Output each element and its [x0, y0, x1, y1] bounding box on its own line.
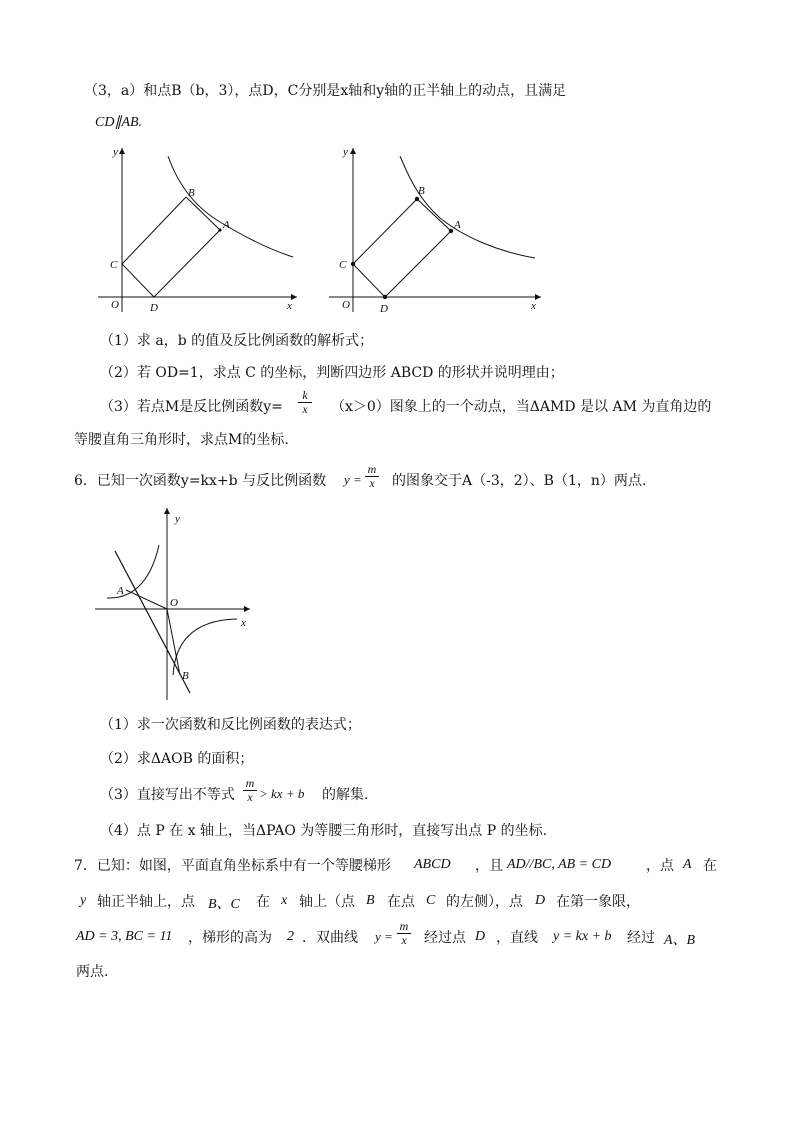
fig2-o-label: O: [342, 299, 350, 311]
q7-line4: 两点.: [76, 964, 109, 980]
q6-fig-o-label: O: [170, 597, 178, 609]
q7-line3-a: ，梯形的高为: [188, 930, 272, 946]
fig1-x-label: x: [287, 300, 292, 312]
q6-stem-b: 的图象交于A（-3，2）、B（1，n）两点.: [392, 473, 647, 489]
q7-line2-math5: C: [426, 893, 436, 908]
fig2-y-label: y: [343, 146, 348, 158]
q6-sub1: （1）求一次函数和反比例函数的表达式；: [100, 717, 361, 733]
q6-stem-frac-den: x: [369, 476, 375, 490]
q6-fig-b-label: B: [182, 670, 189, 682]
q7-line2-math2: B、C: [208, 897, 240, 912]
q6-sub3-b: 的解集.: [322, 787, 369, 803]
q7-line2-f: 在第一象限，: [556, 894, 640, 910]
q7-line3-b: ．双曲线: [302, 930, 358, 946]
q7-line3-frac-num: m: [397, 920, 411, 934]
q5-sub2: （2）若 OD=1，求点 C 的坐标，判断四边形 ABCD 的形状并说明理由；: [100, 365, 564, 381]
fig2-d-label: D: [380, 303, 388, 315]
q6-stem-frac-num: m: [365, 463, 379, 477]
q7-line3-math1: AD = 3, BC = 11: [76, 929, 173, 944]
q7-line1-a: 7．已知：如图，平面直角坐标系中有一个等腰梯形: [74, 858, 391, 874]
fig1-o-label: O: [111, 299, 119, 311]
q5-intro-line2: CD∥AB.: [95, 115, 143, 130]
q7-line1-math3: A: [683, 857, 692, 872]
q6-stem-a: 6．已知一次函数y=kx+b 与反比例函数: [74, 473, 327, 489]
fig2-b-label: B: [418, 185, 425, 197]
q6-sub3-a: （3）直接写出不等式: [100, 787, 235, 803]
q7-line2-math3: x: [281, 893, 288, 908]
q7-line3-frac-prefix: y =: [375, 929, 393, 944]
q7-line1-c: ，点: [646, 858, 674, 874]
q5-sub3-fraction: [298, 389, 312, 416]
q6-fig-x-label: x: [241, 617, 246, 629]
q5-sub1: （1）求 a，b 的值及反比例函数的解析式；: [100, 333, 374, 349]
fig2-c-label: C: [339, 259, 347, 271]
q7-line2-math1: y: [80, 893, 87, 908]
fig1-c-label: C: [110, 259, 118, 271]
q6-fig-y-label: y: [175, 513, 180, 525]
q7-line1-math1: ABCD: [414, 857, 451, 872]
q7-line3-fraction: [397, 920, 411, 947]
q5-sub3-frac-num: k: [298, 389, 312, 403]
q7-line2-c: 轴上（点: [299, 894, 355, 910]
q5-figure-left: [90, 140, 305, 320]
q5-sub3-line2: 等腰直角三角形时，求点M的坐标.: [74, 432, 289, 448]
q6-stem-frac-prefix: y =: [344, 472, 362, 487]
fig1-a-label: A: [223, 219, 230, 231]
q6-sub4: （4）点 P 在 x 轴上，当ΔPAO 为等腰三角形时，直接写出点 P 的坐标.: [100, 823, 548, 839]
q6-sub3-fraction: [243, 777, 257, 804]
q7-line2-math4: B: [366, 893, 375, 908]
q7-line1-b: ，且: [475, 858, 503, 874]
fig1-d-label: D: [150, 302, 158, 314]
q6-sub3-inequality: > kx + b: [259, 786, 305, 801]
fig1-b-label: B: [188, 187, 195, 199]
q6-figure: [95, 505, 260, 705]
q7-line2-a: 轴正半轴上，点: [97, 894, 195, 910]
q6-sub2: （2）求ΔAOB 的面积；: [100, 751, 254, 767]
q7-line3-e: 经过: [627, 930, 655, 946]
q7-line3-d: ，直线: [496, 930, 538, 946]
q5-sub3-frac-den: x: [302, 402, 308, 416]
q5-intro-line1: （3，a）和点B（b，3），点D，C分别是x轴和y轴的正半轴上的动点，且满足: [84, 83, 567, 99]
q7-line1-d: 在: [703, 858, 717, 874]
q7-line3-math4: y = kx + b: [553, 929, 612, 944]
q7-line3-c: 经过点: [424, 930, 466, 946]
fig2-a-label: A: [454, 219, 461, 231]
q7-line3-math3: D: [475, 929, 486, 944]
q6-fig-a-label: A: [117, 585, 124, 597]
q5-sub3-b: （x＞0）图象上的一个动点，当ΔAMD 是以 AM 为直角边的: [331, 399, 712, 415]
q7-line3-math2: 2: [287, 929, 294, 944]
q6-sub3-frac-num: m: [243, 777, 257, 791]
q7-line3-frac-den: x: [401, 933, 407, 947]
q6-sub3-frac-den: x: [247, 790, 253, 804]
q7-line3-math5: A、B: [664, 933, 696, 948]
q7-line1-math2: AD//BC, AB = CD: [507, 857, 612, 872]
fig2-x-label: x: [531, 300, 536, 312]
q5-sub3-a: （3）若点M是反比例函数y=: [100, 399, 283, 415]
q6-stem-fraction: [365, 463, 379, 490]
q5-figure-right: [325, 140, 550, 320]
q7-line2-b: 在: [256, 894, 270, 910]
q7-line2-e: 的左侧），点: [446, 894, 523, 910]
fig1-y-label: y: [113, 146, 118, 158]
q7-line2-math6: D: [535, 893, 546, 908]
q7-line2-d: 在点: [387, 894, 415, 910]
